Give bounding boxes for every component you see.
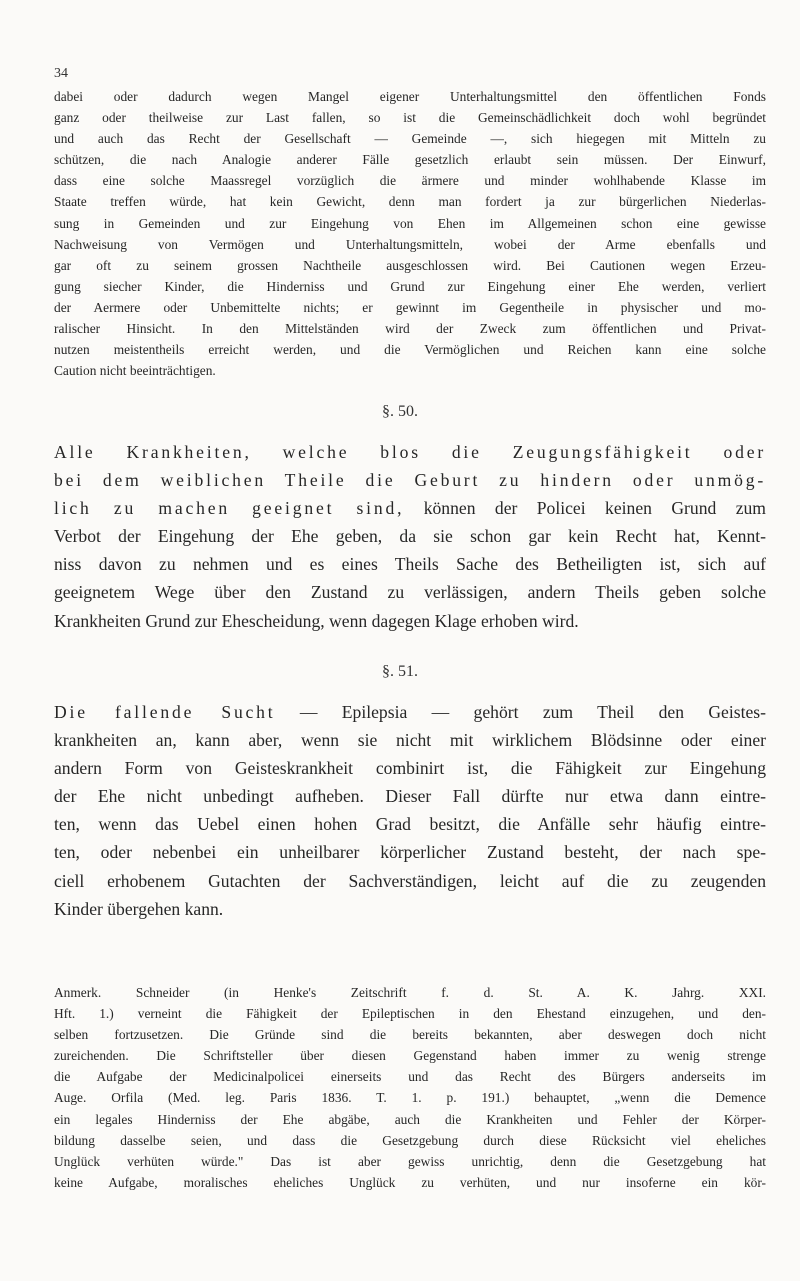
text-line: ciell erhobenem Gutachten der Sachverständigen, leicht auf die zu zeugenden [54, 870, 766, 891]
text-line: und auch das Recht der Gesellschaft — Gemeinde —, sich hiegegen mit Mitteln zu [54, 131, 766, 147]
text-line: ten, oder nebenbei ein unheilbarer körperlicher Zustand besteht, der nach spe- [54, 842, 766, 863]
text-line: die Aufgabe der Medicinalpolicei einerseits und das Recht des Bürgers anderseits im [54, 1069, 766, 1085]
text-line: ganz oder theilweise zur Last fallen, so ist die Gemeinschädlichkeit doch wohl begründet [54, 110, 766, 126]
text-line [54, 438, 766, 466]
text-line: ten, wenn das Uebel einen hohen Grad besitzt, die Anfälle sehr häufig eintre- [54, 814, 766, 835]
text-line [54, 466, 766, 494]
text-line: Unglück verhüten würde." Das ist aber gewiss unrichtig, denn die Gesetzgebung hat [54, 1153, 766, 1169]
emphasized-text: Die fallende Sucht [54, 702, 276, 722]
paragraph-continuation [54, 86, 766, 381]
text-line: dabei oder dadurch wegen Mangel eigener Unterhaltungsmittel den öffentlichen Fonds [54, 89, 766, 104]
text-line: niss davon zu nehmen und es eines Theils Sache des Betheiligten ist, sich auf [54, 554, 766, 575]
text-line: nutzen meistentheils erreicht werden, und die Vermöglichen und Reichen kann eine solche [54, 342, 766, 358]
section-heading-51: §. 51. [382, 663, 418, 680]
text-line: der Ehe nicht unbedingt aufheben. Dieser Fall dürfte nur etwa dann eintre- [54, 786, 766, 807]
text-line: gar oft zu seinem grossen Nachtheile ausgeschlossen wird. Bei Cautionen wegen Erzeu- [54, 257, 766, 273]
text-line: Nachweisung von Vermögen und Unterhaltungsmitteln, wobei der Arme ebenfalls und [54, 236, 766, 252]
text-line: der Aermere oder Unbemittelte nichts; er gewinnt im Gegentheile in physischer und mo- [54, 299, 766, 315]
text-line: Caution nicht beeinträchtigen. [54, 363, 216, 379]
text-line: bildung dasselbe seien, und dass die Gesetzgebung durch diese Rücksicht viel eheliches [54, 1132, 766, 1148]
text-line: Staate treffen würde, hat kein Gewicht, denn man fordert ja zur bürgerlichen Niederlas- [54, 194, 766, 210]
emphasized-text: lich zu machen geeignet sind, [54, 498, 405, 519]
text-line: Hft. 1.) verneint die Fähigkeit der Epileptischen in den Ehestand einzugehen, und den- [54, 1006, 766, 1022]
text-line: Verbot der Eingehung der Ehe geben, da sie schon gar kein Recht hat, Kennt- [54, 526, 766, 547]
emphasized-text: bei dem weiblichen Theile die Geburt zu hindern oder unmög- [54, 470, 766, 491]
emphasized-text: Alle Krankheiten, welche blos die Zeugungsfähigkeit oder [54, 442, 766, 462]
text-line: Anmerk. Schneider (in Henke's Zeitschrift f. d. St. A. K. Jahrg. XXI. [54, 985, 766, 1000]
footnote-remark [54, 982, 766, 1193]
text-line: ein legales Hinderniss der Ehe abgäbe, auch die Krankheiten und Fehler der Körper- [54, 1111, 766, 1127]
text-line: Die fallende Sucht — Epilepsia — gehört zum Theil den Geistes- [54, 702, 767, 722]
paragraph-section-50 [54, 438, 766, 635]
text-line: lich zu machen geeignet sind, können der Policei keinen Grund zum [54, 498, 766, 519]
text-line: Kinder übergehen kann. [54, 898, 224, 919]
text-line: keine Aufgabe, moralisches eheliches Unglück zu verhüten, und nur insoferne ein kör- [54, 1174, 766, 1190]
text-line: krankheiten an, kann aber, wenn sie nicht mit wirklichem Blödsinne oder einer [54, 730, 766, 751]
text-line: ralischer Hinsicht. In den Mittelständen wird der Zweck zum öffentlichen und Privat- [54, 321, 766, 337]
text-line: dass eine solche Maassregel vorzüglich die ärmere und minder wohlhabende Klasse im [54, 173, 766, 189]
text-line: geeignetem Wege über den Zustand zu verlässigen, andern Theils geben solche [54, 582, 766, 603]
text-line: Krankheiten Grund zur Ehescheidung, wenn dagegen Klage erhoben wird. [54, 610, 579, 631]
text-line: zureichenden. Die Schriftsteller über diesen Gegenstand haben immer zu wenig strenge [54, 1048, 766, 1064]
text-line: schützen, die nach Analogie anderer Fälle gesetzlich erlaubt sein müssen. Der Einwurf, [54, 152, 766, 168]
text-line: sung in Gemeinden und zur Eingehung von Ehen im Allgemeinen schon eine gewisse [54, 215, 766, 231]
page-number: 34 [54, 66, 68, 81]
section-heading-50: §. 50. [382, 403, 418, 420]
text-line: Auge. Orfila (Med. leg. Paris 1836. T. 1. p. 191.) behauptet, „wenn die Demence [54, 1090, 766, 1106]
paragraph-section-51 [54, 698, 766, 923]
text-line: andern Form von Geisteskrankheit combinirt ist, die Fähigkeit zur Eingehung [54, 758, 766, 779]
text-line: gung siecher Kinder, die Hinderniss und Grund zur Eingehung einer Ehe werden, verliert [54, 278, 766, 294]
text-line: selben fortzusetzen. Die Gründe sind die bereits bekannten, aber deswegen doch nicht [54, 1027, 766, 1043]
